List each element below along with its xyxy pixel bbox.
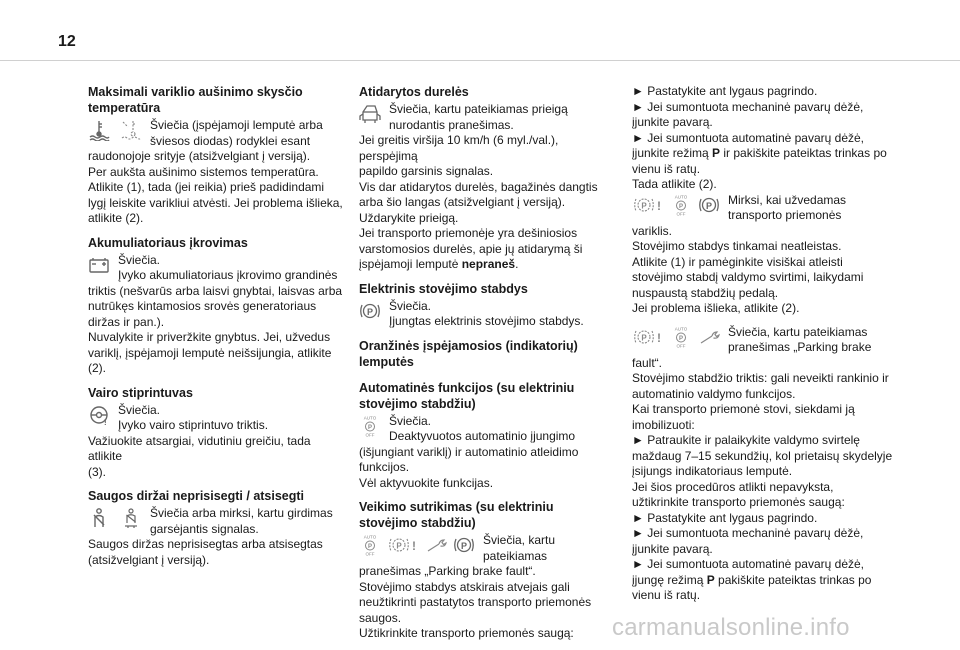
page-number: 12 bbox=[58, 33, 76, 50]
section-title: Vairo stiprintuvas bbox=[88, 385, 193, 400]
parking-brake-fault-icon bbox=[632, 194, 664, 216]
section-parking-brake-fault: P ! AUTO P OFF Šviečia, kartu pateikiamas pranešimas „Parking brake fault“. Stovėjimo stabdžio triktis: gali neveikti rankinio ir automatinio valdymo funkcijos. Kai transporto priemonė stovi, siekdami ją imobilizuoti: ► Patraukite ir palaikykite valdymo svirtelę maždaug 7–15 sekundžių, kol prietaisų skydelyje įsijungs indikatoriaus lemputė. Jei šios procedūros atlikti nepavyksta, užtikrinkite transporto priemonės saugą: ► Pastatykite ant lygaus pagrindo. ► Jei sumontuota mechaninė pavarų dėžė, įjunkite pavarą. ► Jei sumontuota automatinė pavarų dėžė, įjungę režimą P pakiškite pateiktas trinkas po vienu iš ratų. bbox=[632, 324, 893, 602]
watermark: carmanualsonline.info bbox=[612, 614, 850, 641]
column-2 bbox=[359, 84, 617, 650]
section-orange-indicators bbox=[359, 338, 617, 370]
section-title: Elektrinis stovėjimo stabdys bbox=[359, 281, 528, 296]
svg-text:AUTO: AUTO bbox=[363, 415, 377, 420]
column-3 bbox=[632, 84, 894, 612]
header-divider bbox=[0, 60, 960, 61]
section-title: Maksimali variklio aušinimo skysčio temperatūra bbox=[88, 85, 303, 115]
section-body: raudonojoje srityje (atsižvelgiant į versiją). Per aukšta aušinimo sistemos temperatūra. Atlikite (1), tada (jei reikia) prieš padidindami lygį leiskite varikliui atvėsti. Jei problema išlieka, atlikite (2). bbox=[88, 149, 343, 225]
section-title: Atidarytos durelės bbox=[359, 85, 469, 99]
battery-icon bbox=[88, 254, 110, 276]
section-body: Važiuokite atsargiai, vidutiniu greičiu, tada atlikite (3). bbox=[88, 433, 311, 479]
svg-text:P: P bbox=[460, 541, 468, 551]
svg-text:OFF: OFF bbox=[365, 551, 375, 556]
svg-text:!: ! bbox=[104, 417, 107, 426]
section-seatbelts: Saugos diržai neprisisegti / atsisegti Šviečia arba mirksi, kartu girdimas garsėjantis signalas. Saugos diržas neprisisegtas arba atsisegtas (atsižvelgiant į versiją). bbox=[88, 488, 346, 568]
section-body: pranešimas „Parking brake fault“. Stovėjimo stabdys atskirais atvejais gali neužtikrinti pastatytos transporto priemonės saugos. Užtikrinkite transporto priemonės saugą: bbox=[359, 564, 592, 640]
svg-text:P: P bbox=[396, 541, 402, 551]
section-body: fault“. Stovėjimo stabdžio triktis: gali neveikti rankinio ir automatinio valdymo funkcijos. Kai transporto priemonė stovi, siekdami ją imobilizuoti: ► Patraukite ir palaikykite valdymo svirtelę maždaug 7–15 sekundžių, kol prietaisų skydelyje įsijungs indikatoriaus lemputė. Jei šios procedūros atlikti nepavyksta, užtikrinkite transporto priemonės saugą: ► Pastatykite ant lygaus pagrindo. ► Jei sumontuota mechaninė pavarų dėžė, įjunkite pavarą. ► Jei sumontuota automatinė pavarų dėžė, įjungę režimą P pakiškite pateiktas trinkas po vienu iš ratų. bbox=[632, 355, 893, 602]
svg-text:!: ! bbox=[657, 330, 661, 345]
section-automatic-functions: Automatinės funkcijos (su elektriniu stovėjimo stabdžiu) AUTO P OFF Šviečia. Deaktyvuotos automatinio įjungimo (išjungiant variklį) ir automatinio atleidimo funkcijos. Vėl aktyvuokite funkcijas. bbox=[359, 380, 617, 492]
svg-text:AUTO: AUTO bbox=[674, 326, 688, 331]
svg-text:!: ! bbox=[412, 539, 416, 553]
svg-text:AUTO: AUTO bbox=[674, 194, 688, 199]
auto-off-parking-icon bbox=[670, 326, 692, 348]
svg-text:OFF: OFF bbox=[676, 343, 686, 348]
open-door-icon bbox=[359, 103, 381, 125]
svg-text:P: P bbox=[678, 203, 684, 210]
svg-text:AUTO: AUTO bbox=[363, 534, 377, 540]
section-title: Saugos diržai neprisisegti / atsisegti bbox=[88, 489, 305, 503]
section-body: triktis (nešvarūs arba laisvi gnybtai, laisvas arba nutrūkęs kintamosios srovės generatoriaus diržas ir pan.). Nuvalykite ir priveržkite gnybtus. Jei, užvedus variklį, įspėjamoji lemputė neišsijungia, atlikite (2). bbox=[88, 283, 343, 375]
section-coolant-temperature: Maksimali variklio aušinimo skysčio temperatūra Šviečia (įspėjamoji lemputė arba šviesos diodas) rodyklei esant raudonojoje srityje (atsižvelgiant į versiją). Per aukšta aušinimo sistemos temperatūra. Atlikite (1), tada (jei reikia) prieš padidindami lygį leiskite varikliui atvėsti. Jei problema išlieka, atlikite (2). bbox=[88, 84, 346, 227]
electric-parking-brake-icon bbox=[698, 194, 720, 216]
parking-brake-fault-icon bbox=[632, 326, 664, 348]
seatbelt-rear-icon bbox=[120, 507, 142, 529]
svg-text:OFF: OFF bbox=[676, 211, 686, 216]
section-body: Jei greitis viršija 10 km/h (6 myl./val.), perspėjimą papildo garsinis signalas. Vis dar atidarytos durelės, bagažinės dangtis arba šio langas (atsižvelgiant į versiją). Uždarykite prieigą. Jei transporto priemonėje yra dešiniosios varstomosios durelės, apie jų atidarymą ši įspėjamoji lemputė nepraneš. bbox=[359, 133, 598, 271]
section-body: variklis. Stovėjimo stabdys tinkamai neatleistas. Atlikite (1) ir pamėginkite visiškai atleisti stovėjimo stabdį valdymo svirtimi, laikydami nuspaustą stabdžių pedalą. Jei problema išlieka, atlikite (2). bbox=[632, 223, 864, 315]
svg-text:P: P bbox=[367, 424, 373, 431]
auto-off-parking-icon bbox=[359, 415, 381, 437]
column-1 bbox=[88, 84, 346, 576]
svg-text:P: P bbox=[366, 306, 374, 317]
section-battery-charging: Akumuliatoriaus įkrovimas Šviečia. Įvyko akumuliatoriaus įkrovimo grandinės triktis (nešvarūs arba laisvi gnybtai, laisvas arba nutrūkęs kintamosios srovės generatoriaus diržas ir pan.). Nuvalykite ir priveržkite gnybtus. Jei, užvedus variklį, įspėjamoji lemputė neišsijungia, atlikite (2). bbox=[88, 235, 346, 377]
section-flashing-on-start: P ! AUTO P OFF P Mirksi, kai užvedamas transporto priemonės variklis. Stovėjimo stabdys tinkamai neatleistas. Atlikite (1) ir pamėginkite visiškai atleisti stovėjimo stabdį valdymo svirtimi, laikydami nuspaustą stabdžių pedalą. Jei problema išlieka, atlikite (2). bbox=[632, 193, 894, 317]
section-body: Saugos diržas neprisisegtas arba atsisegtas (atsižvelgiant į versiją). bbox=[88, 537, 323, 567]
section-body: (išjungiant variklį) ir automatinio atleidimo funkcijos. Vėl aktyvuokite funkcijas. bbox=[359, 444, 579, 490]
steering-wheel-warning-icon bbox=[88, 404, 110, 426]
svg-text:P: P bbox=[678, 335, 684, 342]
wrench-icon bbox=[425, 534, 447, 556]
section-continued-text: ► Pastatykite ant lygaus pagrindo. ► Jei sumontuota mechaninė pavarų dėžė, įjunkite pavarą. ► Jei sumontuota automatinė pavarų dėžė, įjunkite režimą P ir pakiškite pateiktas trinkas po vienu iš ratų. Tada atlikite (2). bbox=[632, 84, 887, 191]
svg-text:P: P bbox=[705, 200, 713, 211]
section-title: Veikimo sutrikimas (su elektriniu stovėjimo stabdžiu) bbox=[359, 500, 554, 530]
svg-text:P: P bbox=[641, 333, 647, 342]
electric-parking-brake-icon bbox=[453, 534, 475, 556]
parking-brake-fault-icon bbox=[387, 534, 419, 556]
section-malfunction: Veikimo sutrikimas (su elektriniu stovėjimo stabdžiu) AUTO P OFF P ! P Šviečia, kartu pateikiamas pranešimas „Parking brake fault“. Stovėjimo stabdys atskirais atvejais gali neužtikrinti pastatytos transporto priemonės saugos. Užtikrinkite transporto priemonės saugą: bbox=[359, 499, 617, 642]
auto-off-parking-icon bbox=[670, 194, 692, 216]
svg-text:P: P bbox=[367, 544, 373, 550]
section-open-doors: Atidarytos durelės Šviečia, kartu pateikiamas prieigą nurodantis pranešimas. Jei greitis viršija 10 km/h (6 myl./val.), perspėjimą papildo garsinis signalas. Vis dar atidarytos durelės, bagažinės dangtis arba šio langas (atsižvelgiant į versiją). Uždarykite prieigą. Jei transporto priemonėje yra dešiniosios varstomosios durelės, apie jų atidarymą ši įspėjamoji lemputė nepraneš. bbox=[359, 84, 617, 273]
wrench-icon bbox=[698, 326, 720, 348]
section-power-steering: Vairo stiprintuvas ! Šviečia. Įvyko vairo stiprintuvo triktis. Važiuokite atsargiai, vidutiniu greičiu, tada atlikite (3). bbox=[88, 385, 346, 481]
electric-parking-brake-icon bbox=[359, 300, 381, 322]
svg-text:P: P bbox=[641, 201, 647, 210]
svg-text:OFF: OFF bbox=[365, 432, 375, 437]
section-electric-parking-brake: Elektrinis stovėjimo stabdys P Šviečia. Įjungtas elektrinis stovėjimo stabdys. bbox=[359, 281, 617, 330]
svg-text:!: ! bbox=[657, 198, 661, 213]
coolant-temperature-icon bbox=[88, 119, 110, 141]
section-title: Automatinės funkcijos (su elektriniu stovėjimo stabdžiu) bbox=[359, 380, 575, 411]
seatbelt-icon bbox=[88, 507, 110, 529]
section-title: Oranžinės įspėjamosios (indikatorių) lemputės bbox=[359, 338, 578, 369]
coolant-temperature-outline-icon bbox=[120, 119, 142, 141]
section-title: Akumuliatoriaus įkrovimas bbox=[88, 235, 248, 250]
auto-off-parking-icon bbox=[359, 534, 381, 556]
